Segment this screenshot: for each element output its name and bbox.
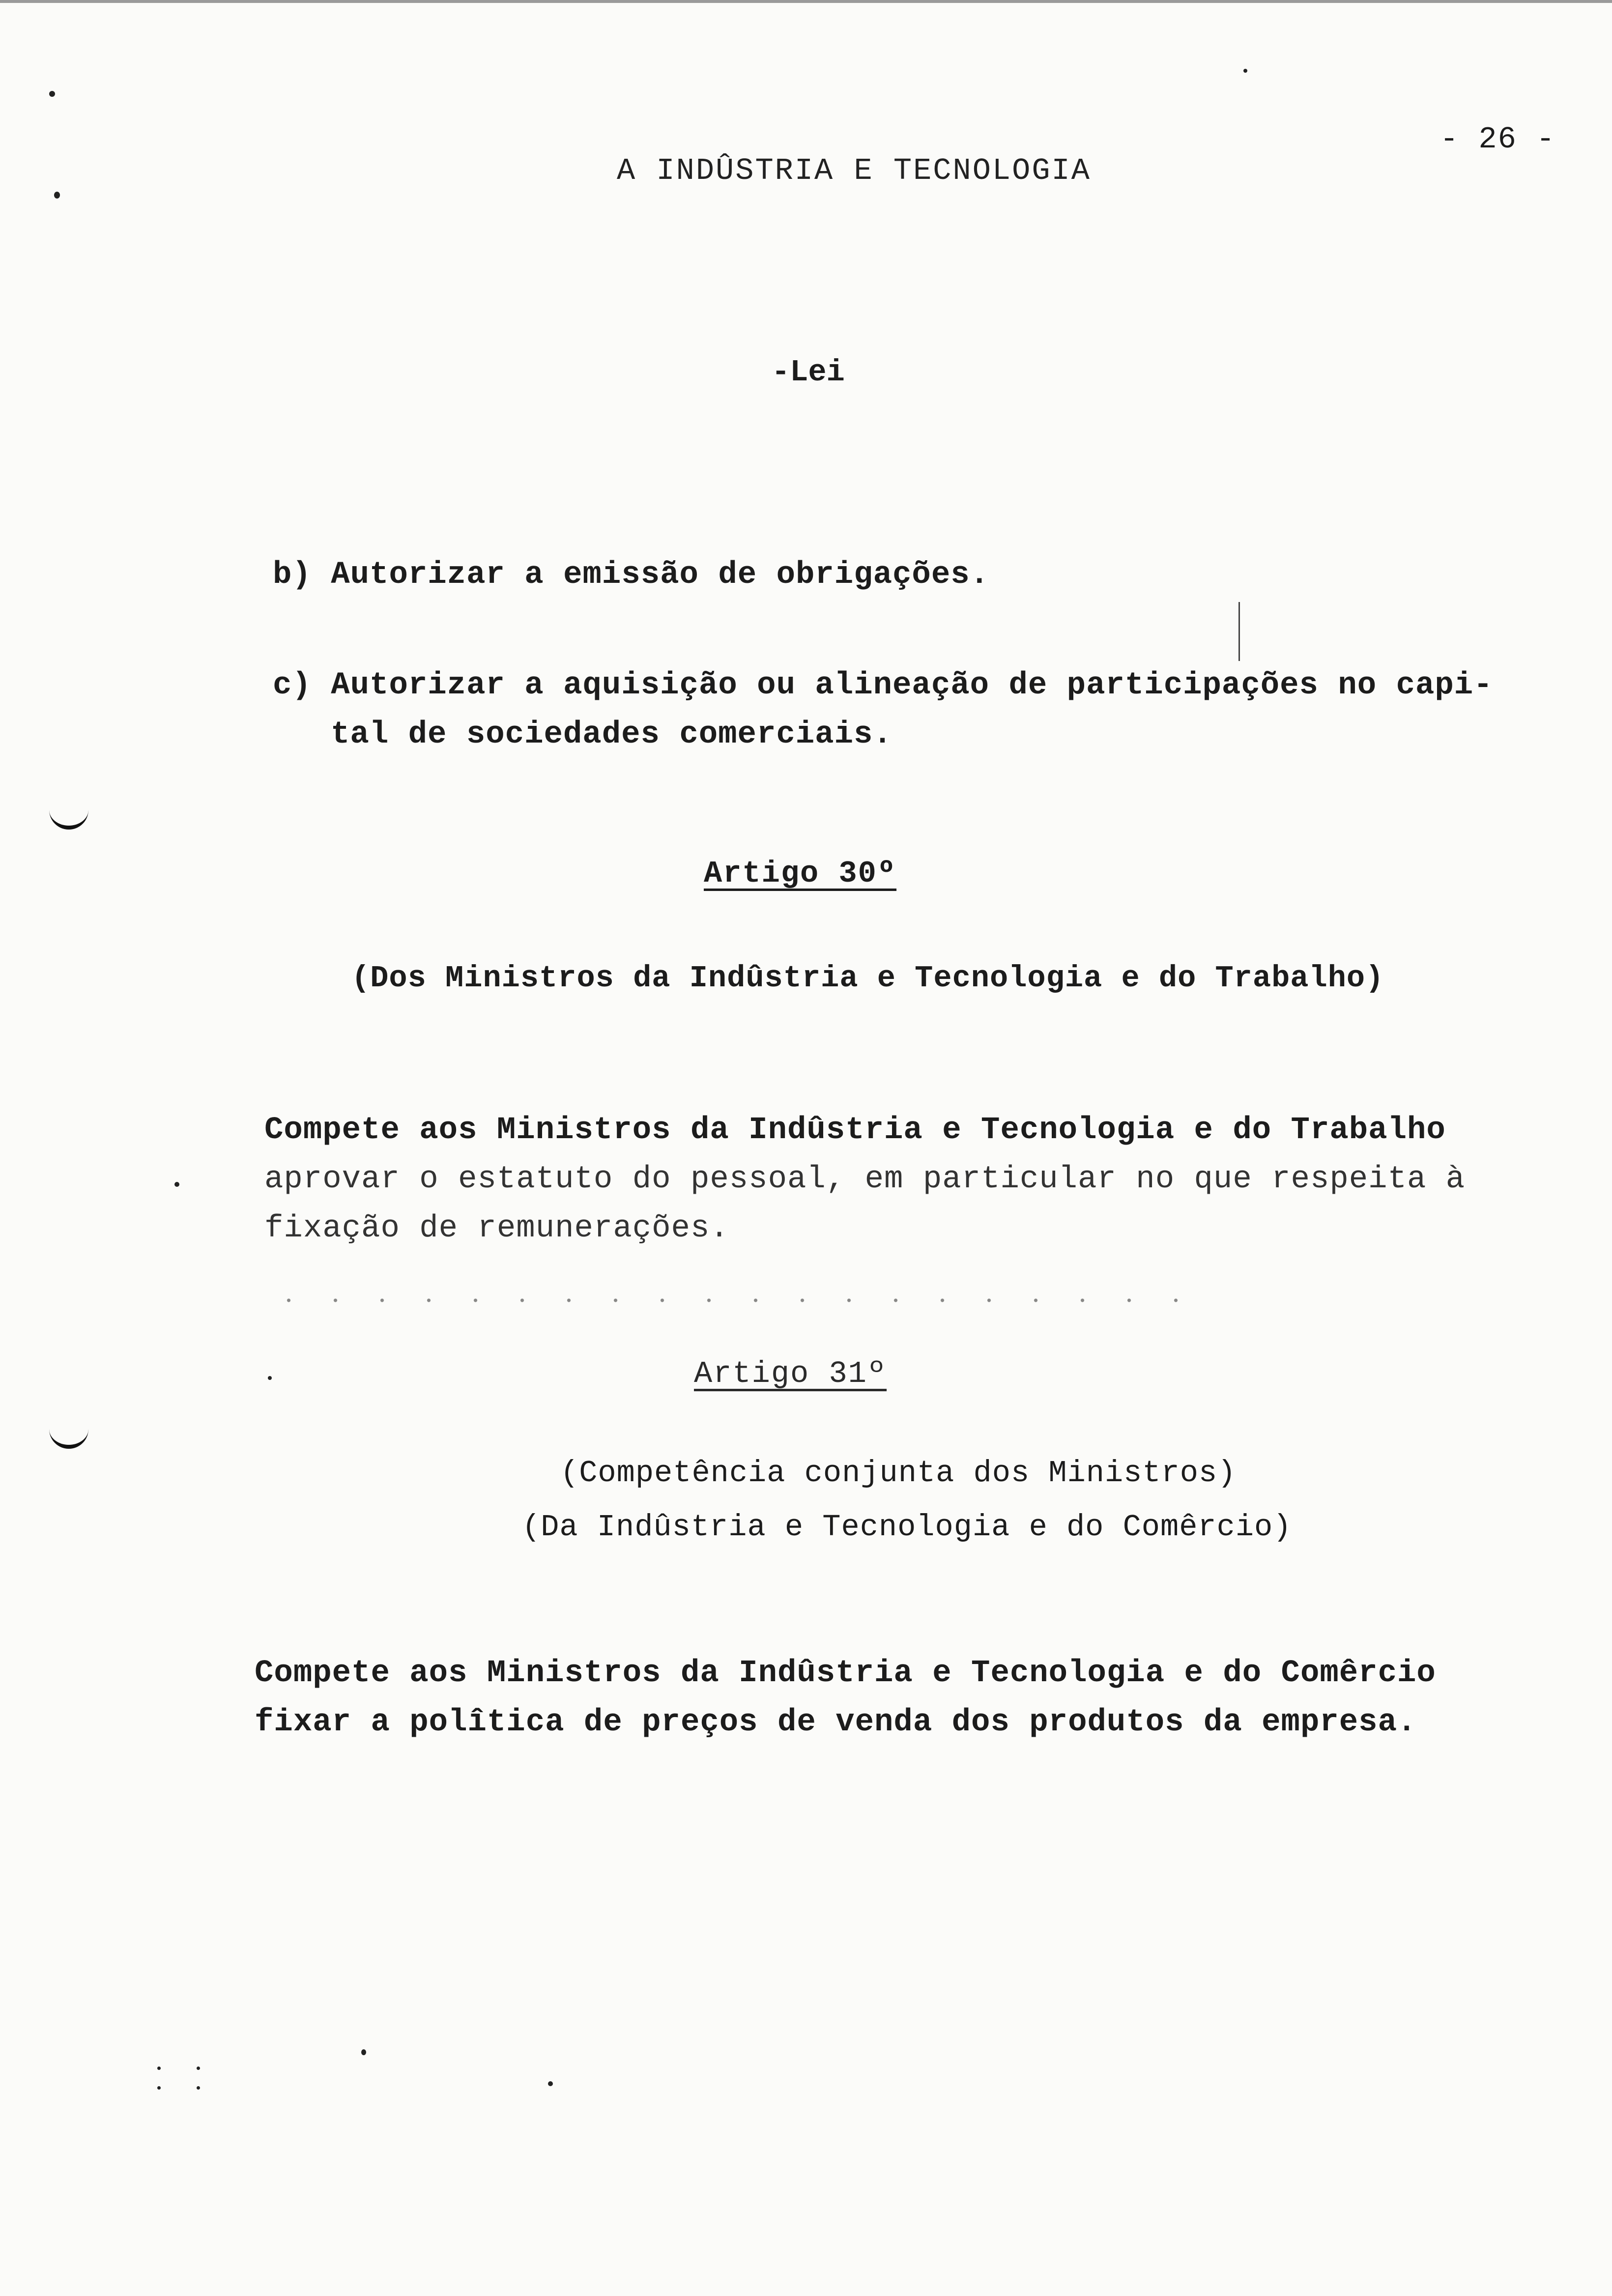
scan-top-edge [0,0,1612,3]
scan-dot-artifacts [265,1297,1199,1303]
scan-speck [361,2049,366,2055]
article-31-heading: Artigo 31º [694,1356,887,1391]
section-label: -Lei [772,355,845,390]
article-30-heading: Artigo 30º [704,856,897,891]
article-30-line-1: Compete aos Ministros da Indûstria e Tecnologia e do Trabalho [264,1113,1446,1148]
scan-speck [1243,69,1247,73]
list-item-c-line-1: c) Autorizar a aquisição ou alineação de participações no capi- [273,668,1493,703]
article-31-line-1: Compete aos Ministros da Indûstria e Tecnologia e do Comêrcio [255,1656,1436,1691]
list-item-c-line-2: tal de sociedades comerciais. [331,717,892,752]
scan-speck [49,91,55,97]
article-30-paragraph [264,1106,1465,1253]
scan-speck [197,2066,200,2070]
article-30-subtitle: (Dos Ministros da Indûstria e Tecnologia e do Trabalho) [351,961,1384,996]
scan-speck [268,1376,272,1380]
article-31-subtitle-line-2: (Da Indûstria e Tecnologia e do Comêrcio) [522,1510,1292,1545]
article-30-line-3: fixação de remunerações. [264,1211,729,1246]
scan-speck [548,2081,553,2086]
scan-speck [54,192,60,199]
scan-speck [157,2066,161,2070]
article-31-subtitle-line-1: (Competência conjunta dos Ministros) [560,1456,1237,1491]
article-31-line-2: fixar a polîtica de preços de venda dos produtos da empresa. [255,1705,1417,1740]
scan-speck [157,2086,161,2090]
list-item-b: b) Autorizar a emissão de obrigações. [273,557,990,593]
binding-hole-mark [49,806,88,830]
running-title: A INDÛSTRIA E TECNOLOGIA [617,153,1091,188]
scan-line-artifact [1238,602,1240,661]
binding-hole-mark [49,1425,88,1449]
article-31-paragraph [255,1649,1436,1747]
list-item-c [273,661,1493,759]
scan-speck [174,1182,179,1187]
article-30-line-2: aprovar o estatuto do pessoal, em particular no que respeita à [264,1162,1466,1197]
page-number: - 26 - [1440,122,1556,157]
scan-speck [197,2086,200,2090]
